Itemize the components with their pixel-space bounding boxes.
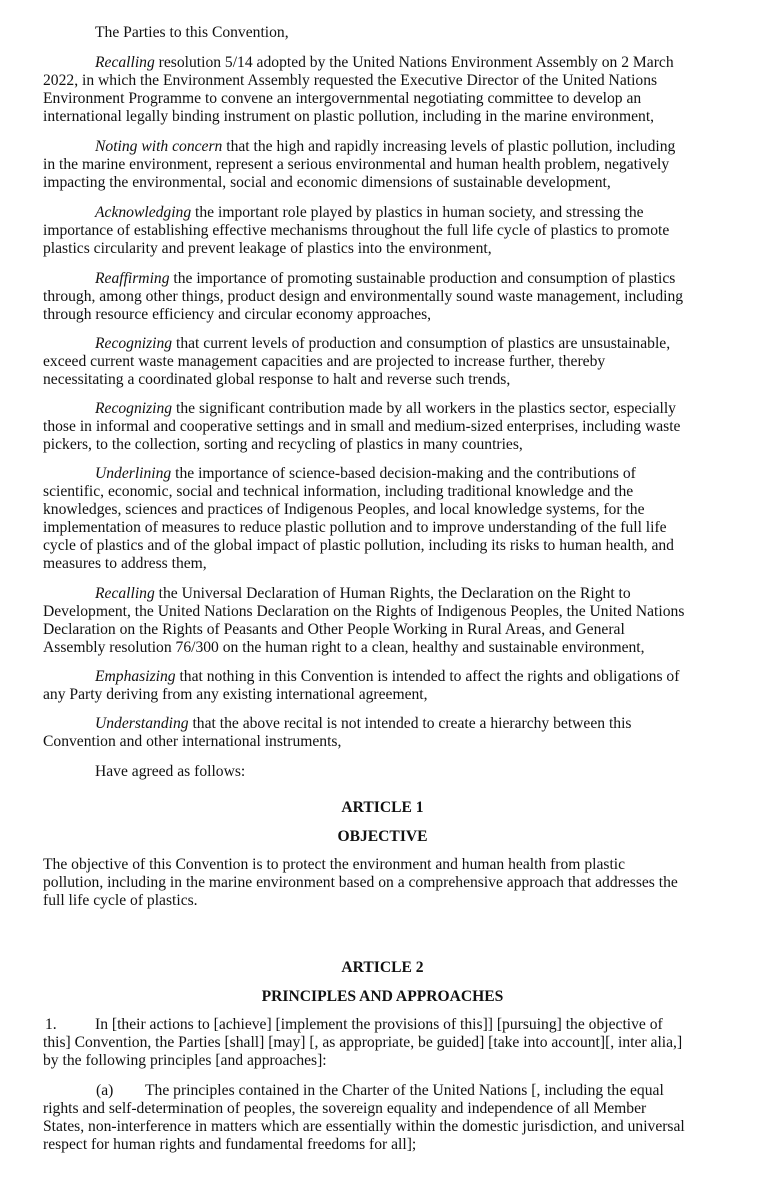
recital-term: Reaffirming <box>95 270 170 287</box>
recital-line: Declaration on the Rights of Peasants and Other People Working in Rural Areas, and General <box>43 621 625 638</box>
article-1-text-line: pollution, including in the marine environment based on a comprehensive approach that addresses the <box>43 874 678 891</box>
recital-line: Assembly resolution 76/300 on the human right to a clean, healthy and sustainable environment, <box>43 639 645 656</box>
recital-underlining-line: Underlining the importance of science-based decision-making and the contributions of <box>95 465 636 482</box>
preamble-closing: Have agreed as follows: <box>95 763 246 780</box>
recital-line: plastics circularity and prevent leakage of plastics into the environment, <box>43 240 492 257</box>
recital-line: those in informal and cooperative settings and in small and medium-sized enterprises, including waste <box>43 418 681 435</box>
recital-recognizing-line: Recognizing the significant contribution made by all workers in the plastics sector, especially <box>95 400 676 417</box>
recital-acknowledging-line: Acknowledging the important role played by plastics in human society, and stressing the <box>95 204 644 221</box>
recital-term: Recognizing <box>95 400 173 417</box>
recital-term: Recalling <box>95 585 155 602</box>
recital-line: through, among other things, product design and environmentally sound waste management, including <box>43 288 684 305</box>
paragraph-number: 1. <box>45 1016 57 1033</box>
recital-recalling-line: Recalling the Universal Declaration of Human Rights, the Declaration on the Right to <box>95 585 631 602</box>
recital-term: Recalling <box>95 54 155 71</box>
recital-line: through resource efficiency and circular economy approaches, <box>43 306 432 323</box>
article-2-para-a-line: rights and self-determination of peoples, the sovereign equality and independence of all Member <box>43 1100 647 1117</box>
recital-term: Acknowledging <box>95 204 192 221</box>
recital-line: any Party deriving from any existing international agreement, <box>43 686 428 703</box>
article-2-para-a-line: States, non-interference in matters which are essentially within the domestic jurisdiction, and universal <box>43 1118 685 1135</box>
recital-line: impacting the environmental, social and economic dimensions of sustainable development, <box>43 174 611 191</box>
article-2-para-a-line: respect for human rights and fundamental freedoms for all]; <box>43 1136 417 1153</box>
recital-line: Convention and other international instruments, <box>43 733 342 750</box>
recital-term: Underlining <box>95 465 172 482</box>
recital-term: Understanding <box>95 715 189 732</box>
recital-line: knowledges, sciences and practices of Indigenous Peoples, and local knowledge systems, for the <box>43 501 645 518</box>
article-2-title: PRINCIPLES AND APPROACHES <box>261 988 504 1005</box>
recital-term: Noting with concern <box>95 138 223 155</box>
recital-line: international legally binding instrument on plastic pollution, including in the marine environment, <box>43 108 655 125</box>
recital-emphasizing-line: Emphasizing that nothing in this Convention is intended to affect the rights and obligations of <box>95 668 680 685</box>
recital-line: importance of establishing effective mechanisms throughout the full life cycle of plastics to promote <box>43 222 670 239</box>
recital-noting-line: Noting with concern that the high and rapidly increasing levels of plastic pollution, including <box>95 138 676 155</box>
recital-line: Environment Programme to convene an intergovernmental negotiating committee to develop an <box>43 90 642 107</box>
recital-recalling-line: Recalling resolution 5/14 adopted by the United Nations Environment Assembly on 2 March <box>95 54 674 71</box>
article-2-heading: ARTICLE 2 <box>341 959 424 976</box>
recital-term: Emphasizing <box>95 668 176 685</box>
recital-line: pickers, to the collection, sorting and recycling of plastics in many countries, <box>43 436 523 453</box>
article-2-para-1-line: this] Convention, the Parties [shall] [may] [, as appropriate, be guided] [take into account][, inter alia,] <box>43 1034 683 1051</box>
recital-line: necessitating a coordinated global response to halt and reverse such trends, <box>43 371 511 388</box>
article-2-para-1-line: by the following principles [and approaches]: <box>43 1052 327 1069</box>
preamble-opening: The Parties to this Convention, <box>95 24 289 41</box>
article-1-text-line: The objective of this Convention is to protect the environment and human health from plastic <box>43 856 626 873</box>
recital-line: implementation of measures to reduce plastic pollution and to improve understanding of the full life <box>43 519 667 536</box>
recital-line: 2022, in which the Environment Assembly requested the Executive Director of the United Nations <box>43 72 658 89</box>
recital-line: exceed current waste management capacities and are projected to increase further, thereby <box>43 353 606 370</box>
recital-term: Recognizing <box>95 335 173 352</box>
article-2-para-a-line: The principles contained in the Charter of the United Nations [, including the equal <box>145 1082 664 1099</box>
article-1-text-line: full life cycle of plastics. <box>43 892 198 909</box>
article-1-title: OBJECTIVE <box>337 828 428 845</box>
recital-line: cycle of plastics and of the global impact of plastic pollution, including its risks to human health, and <box>43 537 674 554</box>
article-2-para-1-line: In [their actions to [achieve] [implement the provisions of this]] [pursuing] the objective of <box>95 1016 663 1033</box>
recital-line: in the marine environment, represent a serious environmental and human health problem, negatively <box>43 156 670 173</box>
recital-understanding-line: Understanding that the above recital is not intended to create a hierarchy between this <box>95 715 632 732</box>
subparagraph-label: (a) <box>96 1082 114 1099</box>
article-1-heading: ARTICLE 1 <box>341 799 424 816</box>
recital-line: Development, the United Nations Declaration on the Rights of Indigenous Peoples, the United Nations <box>43 603 685 620</box>
recital-line: scientific, economic, social and technical information, including traditional knowledge and the <box>43 483 634 500</box>
recital-recognizing-line: Recognizing that current levels of production and consumption of plastics are unsustainable, <box>95 335 671 352</box>
recital-reaffirming-line: Reaffirming the importance of promoting sustainable production and consumption of plastics <box>95 270 676 287</box>
recital-line: measures to address them, <box>43 555 207 572</box>
